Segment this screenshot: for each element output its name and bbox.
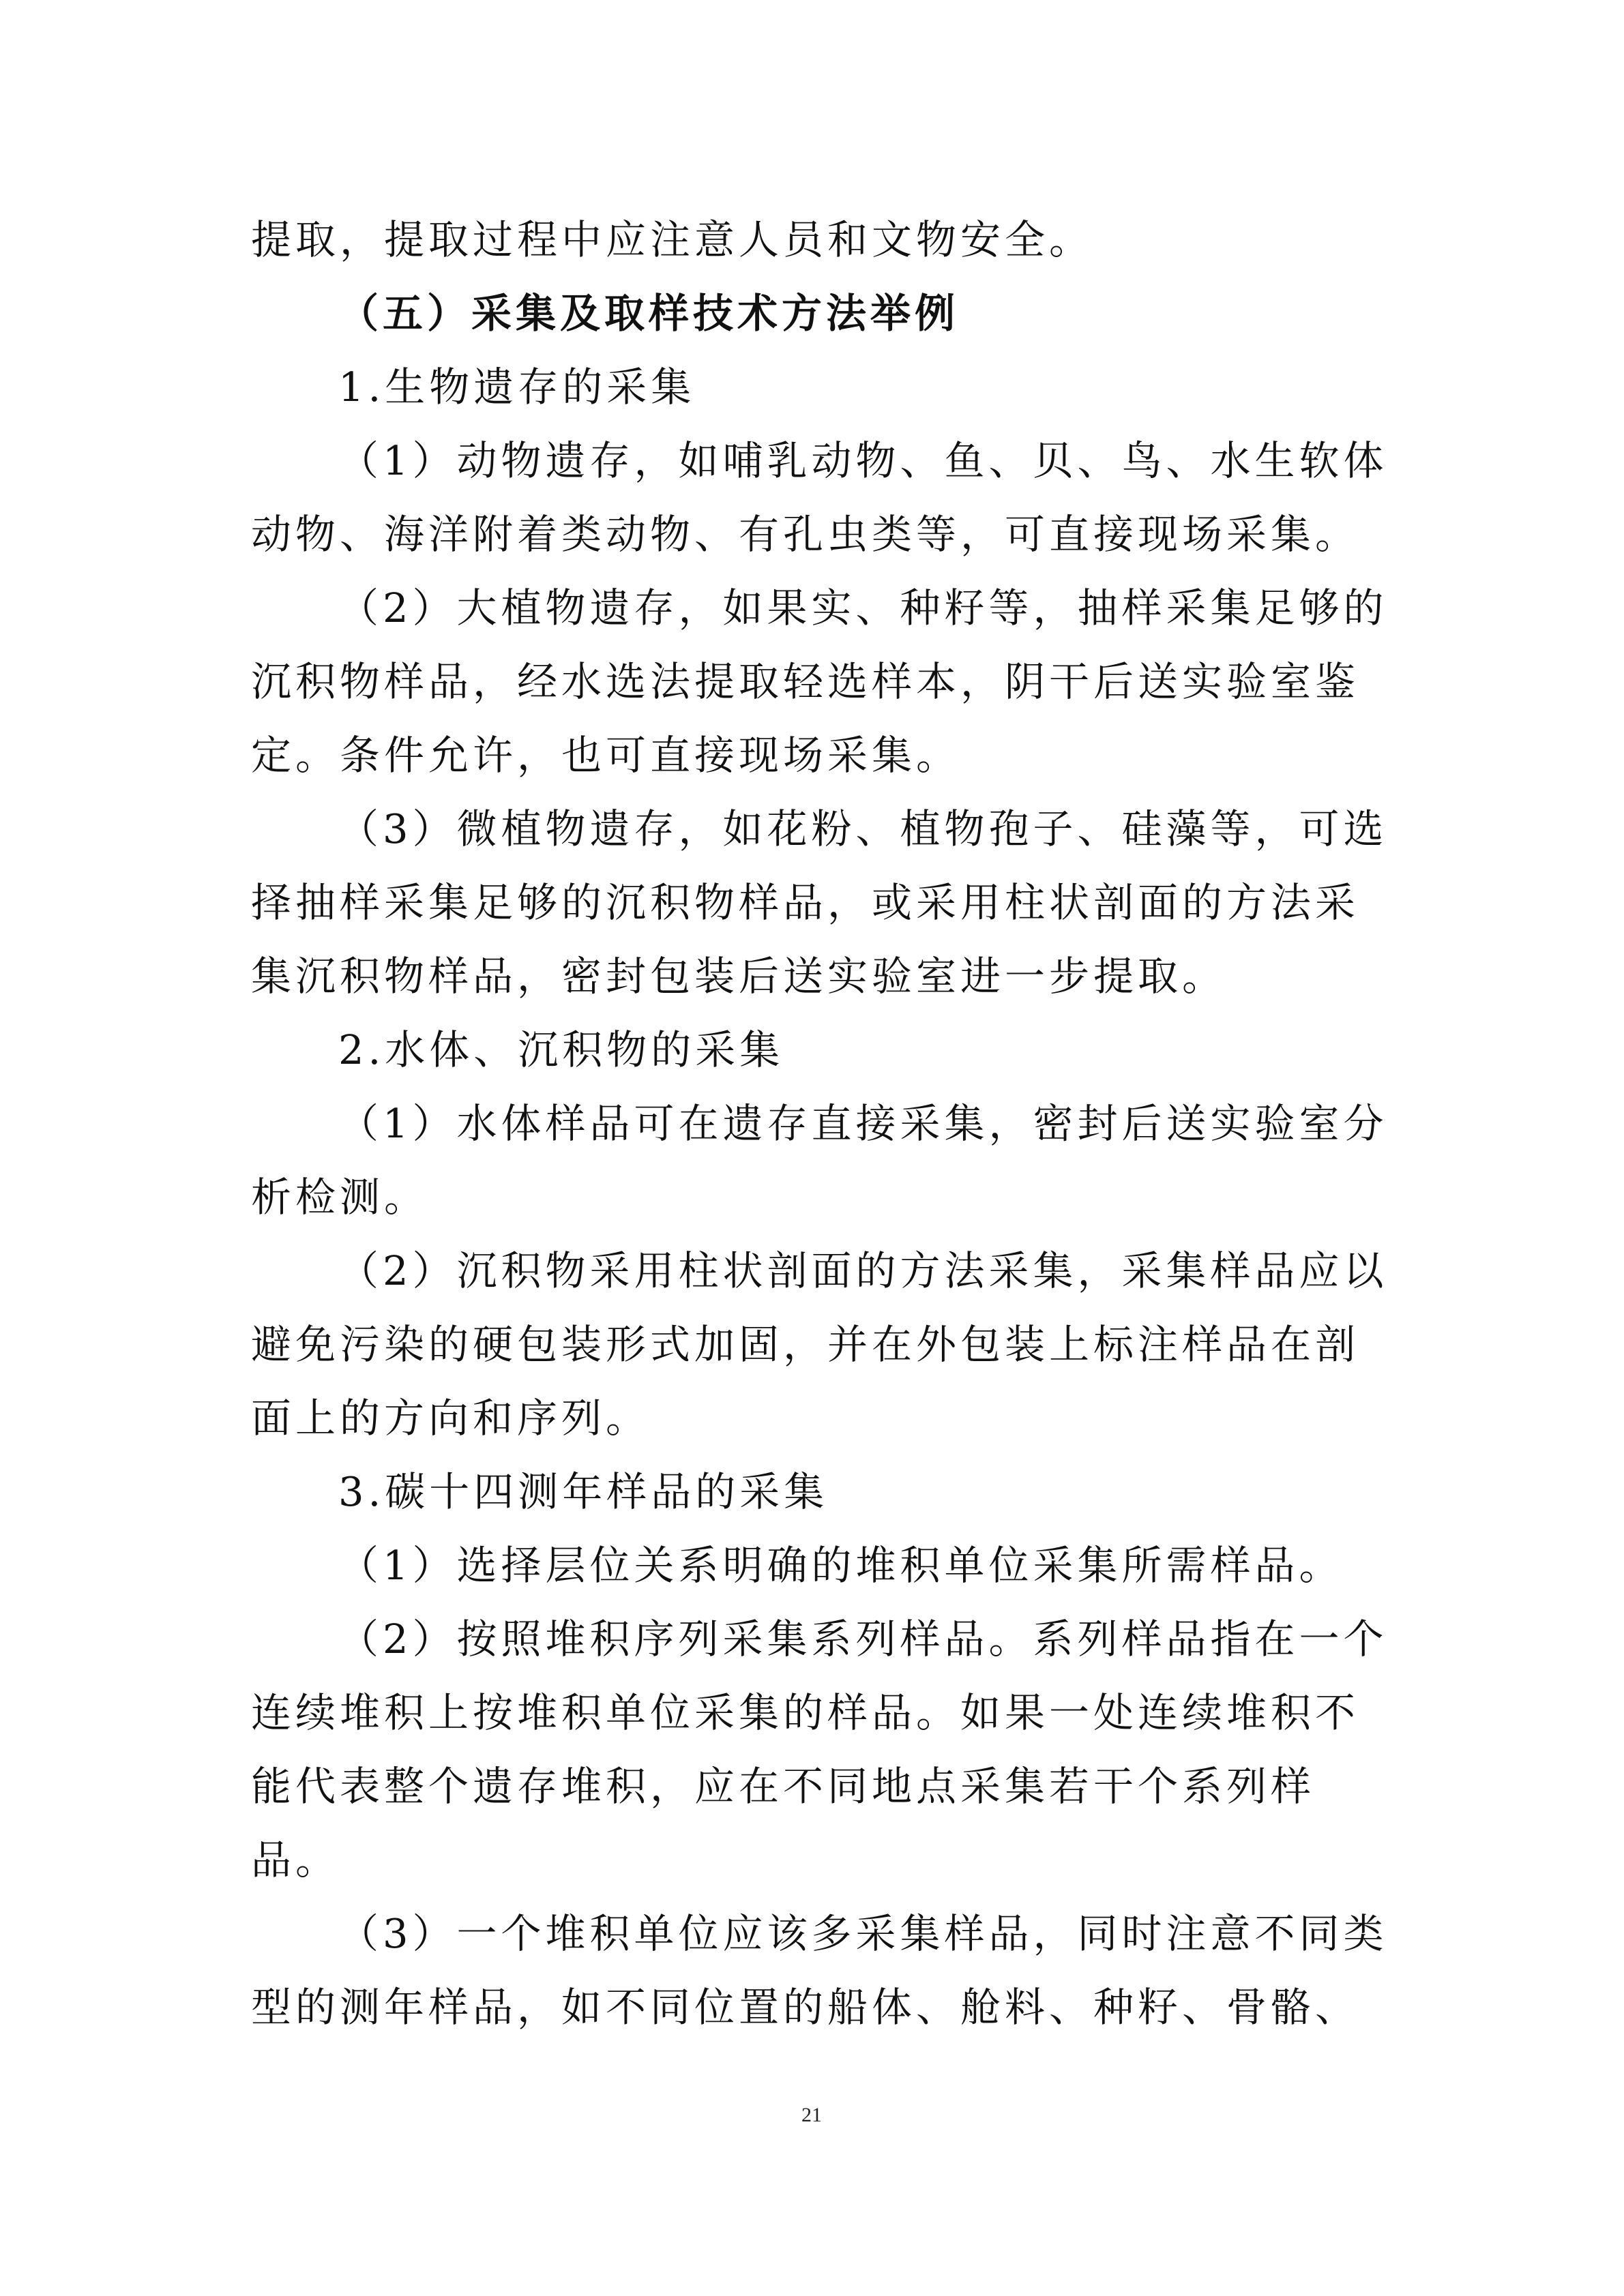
paragraph-line: 型的测年样品，如不同位置的船体、舱料、种籽、骨骼、 [251, 1984, 1360, 2031]
paragraph-line: 面上的方向和序列。 [251, 1395, 651, 1442]
paragraph-line: 连续堆积上按堆积单位采集的样品。如果一处连续堆积不 [251, 1689, 1360, 1736]
subsection-heading: 3.碳十四测年样品的采集 [338, 1468, 829, 1515]
paragraph-line: （1）水体样品可在遗存直接采集，密封后送实验室分 [338, 1100, 1388, 1147]
paragraph-line: 提取，提取过程中应注意人员和文物安全。 [251, 216, 1094, 263]
paragraph-line: （2）按照堆积序列采集系列样品。系列样品指在一个 [338, 1615, 1388, 1663]
paragraph-line: 析检测。 [251, 1174, 429, 1221]
paragraph-line: 避免污染的硬包装形式加固，并在外包装上标注样品在剖 [251, 1321, 1360, 1368]
paragraph-line: （1）选择层位关系明确的堆积单位采集所需样品。 [338, 1542, 1344, 1589]
paragraph-line: 集沉积物样品，密封包装后送实验室进一步提取。 [251, 953, 1227, 1000]
paragraph-line: 沉积物样品，经水选法提取轻选样本，阴干后送实验室鉴 [251, 658, 1360, 705]
section-heading: （五）采集及取样技术方法举例 [338, 290, 960, 337]
subsection-heading: 2.水体、沉积物的采集 [338, 1026, 784, 1073]
paragraph-line: （3）一个堆积单位应该多采集样品，同时注意不同类 [338, 1910, 1388, 1957]
paragraph-line: 定。条件允许，也可直接现场采集。 [251, 732, 961, 779]
paragraph-line: 择抽样采集足够的沉积物样品，或采用柱状剖面的方法采 [251, 879, 1360, 926]
paragraph-line: 动物、海洋附着类动物、有孔虫类等，可直接现场采集。 [251, 511, 1360, 558]
paragraph-line: （2）大植物遗存，如果实、种籽等，抽样采集足够的 [338, 584, 1388, 631]
paragraph-line: 能代表整个遗存堆积，应在不同地点采集若干个系列样 [251, 1763, 1316, 1810]
paragraph-line: （2）沉积物采用柱状剖面的方法采集，采集样品应以 [338, 1247, 1388, 1294]
paragraph-line: （1）动物遗存，如哺乳动物、鱼、贝、鸟、水生软体 [338, 437, 1388, 484]
subsection-heading: 1.生物遗存的采集 [338, 363, 696, 411]
paragraph-line: 品。 [251, 1836, 340, 1883]
page-number: 21 [801, 2104, 822, 2126]
paragraph-line: （3）微植物遗存，如花粉、植物孢子、硅藻等，可选 [338, 805, 1388, 852]
